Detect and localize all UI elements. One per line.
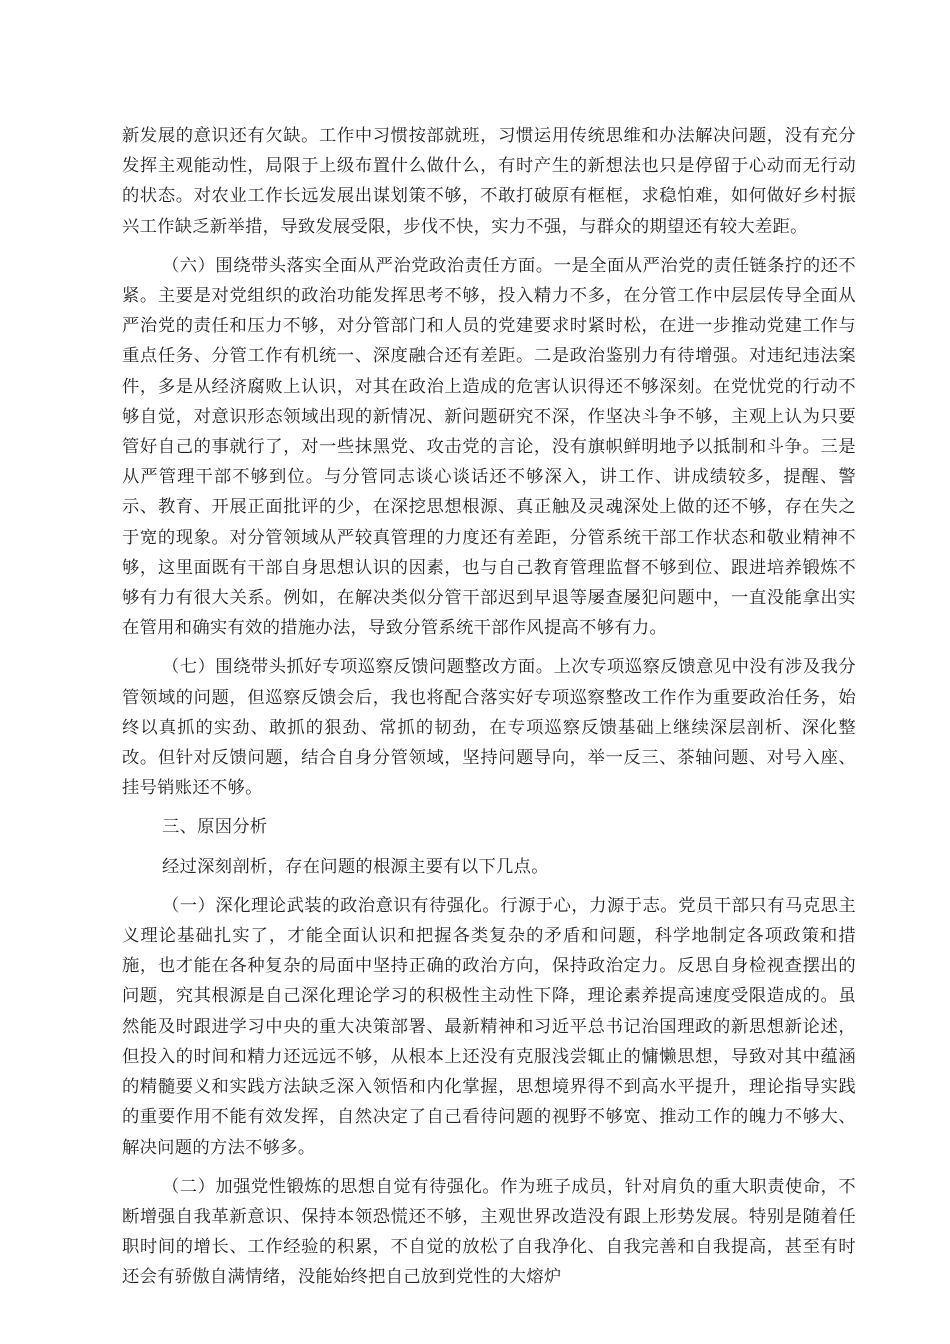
paragraph-continuation: 新发展的意识还有欠缺。工作中习惯按部就班，习惯运用传统思维和办法解决问题，没有充分发挥主观能动性，局限于上级布置什么做什么，有时产生的新想法也只是停留于心动而无行动的状态。对农业工作长远发展出谋划策不够，不敢打破原有框框，求稳怕难，如何做好乡村振兴工作缺乏新举措，导致发展受限，步伐不快，实力不强，与群众的期望还有较大差距。: [122, 126, 856, 237]
document-page: [122, 121, 856, 1302]
paragraph-section-six: （六）围绕带头落实全面从严治党政治责任方面。一是全面从严治党的责任链条拧的还不紧。主要是对党组织的政治功能发挥思考不够，投入精力不多，在分管工作中层层传导全面从严治党的责任和压力不够，对分管部门和人员的党建要求时紧时松，在进一步推动党建工作与重点任务、分管工作有机统一、深度融合还有差距。二是政治鉴别力有待增强。对违纪违法案件，多是从经济腐败上认识，对其在政治上造成的危害认识得还不够深刻。在党忧党的行动不够自觉，对意识形态领域出现的新情况、新问题研究不深，作坚决斗争不够，主观上认为只要管好自己的事就行了，对一些抹黑党、攻击党的言论，没有旗帜鲜明地予以抵制和斗争。三是从严管理干部不够到位。与分管同志谈心谈话还不够深入，讲工作、讲成绩较多，提醒、警示、教育、开展正面批评的少，在深挖思想根源、真正触及灵魂深处上做的还不够，存在失之于宽的现象。对分管领域从严较真管理的力度还有差距，分管系统干部工作状态和敬业精神不够，这里面既有干部自身思想认识的因素，也与自己教育管理监督不够到位、跟进培养锻炼不够有力有很大关系。例如，在解决类似分管干部迟到早退等屡查屡犯问题中，一直没能拿出实在管用和确实有效的措施办法，导致分管系统干部作风提高不够有力。: [122, 255, 856, 639]
section-heading-cause-analysis: 三、原因分析: [162, 817, 268, 838]
paragraph-cause-two: （二）加强党性锻炼的思想自觉有待强化。作为班子成员，针对肩负的重大职责使命，不断增强自我革新意识、保持本领恐慌还不够，主观世界改造没有跟上形势发展。特别是随着任职时间的增长、工作经验的积累，不自觉的放松了自我净化、自我完善和自我提高，甚至有时还会有骄傲自满情绪，没能始终把自己放到党性的大熔炉: [122, 1176, 856, 1288]
paragraph-section-seven: （七）围绕带头抓好专项巡察反馈问题整改方面。上次专项巡察反馈意见中没有涉及我分管领域的问题，但巡察反馈会后，我也将配合落实好专项巡察整改工作作为重要政治任务，始终以真抓的实劲、敢抓的狠劲、常抓的韧劲，在专项巡察反馈基础上继续深层剖析、深化整改。但针对反馈问题，结合自身分管领域，坚持问题导向，举一反三、茶轴问题、对号入座、挂号销账还不够。: [122, 657, 856, 799]
paragraph-cause-one: （一）深化理论武装的政治意识有待强化。行源于心，力源于志。党员干部只有马克思主义理论基础扎实了，才能全面认识和把握各类复杂的矛盾和问题，科学地制定各项政策和措施，也才能在各种复杂的局面中坚持正确的政治方向，保持政治定力。反思自身检视查摆出的问题，究其根源是自己深化理论学习的积极性主动性下降，理论素养提高速度受限造成的。虽然能及时跟进学习中央的重大决策部署、最新精神和习近平总书记治国理政的新思想新论述，但投入的时间和精力还远远不够，从根本上还没有克服浅尝辄止的慵懒思想，导致对其中蕴涵的精髓要义和实践方法缺乏深入领悟和内化掌握，思想境界得不到高水平提升，理论指导实践的重要作用不能有效发挥，自然决定了自己看待问题的视野不够宽、推动工作的魄力不够大、解决问题的方法不够多。: [122, 895, 856, 1158]
paragraph-intro: 经过深刻剖析，存在问题的根源主要有以下几点。: [162, 856, 549, 877]
